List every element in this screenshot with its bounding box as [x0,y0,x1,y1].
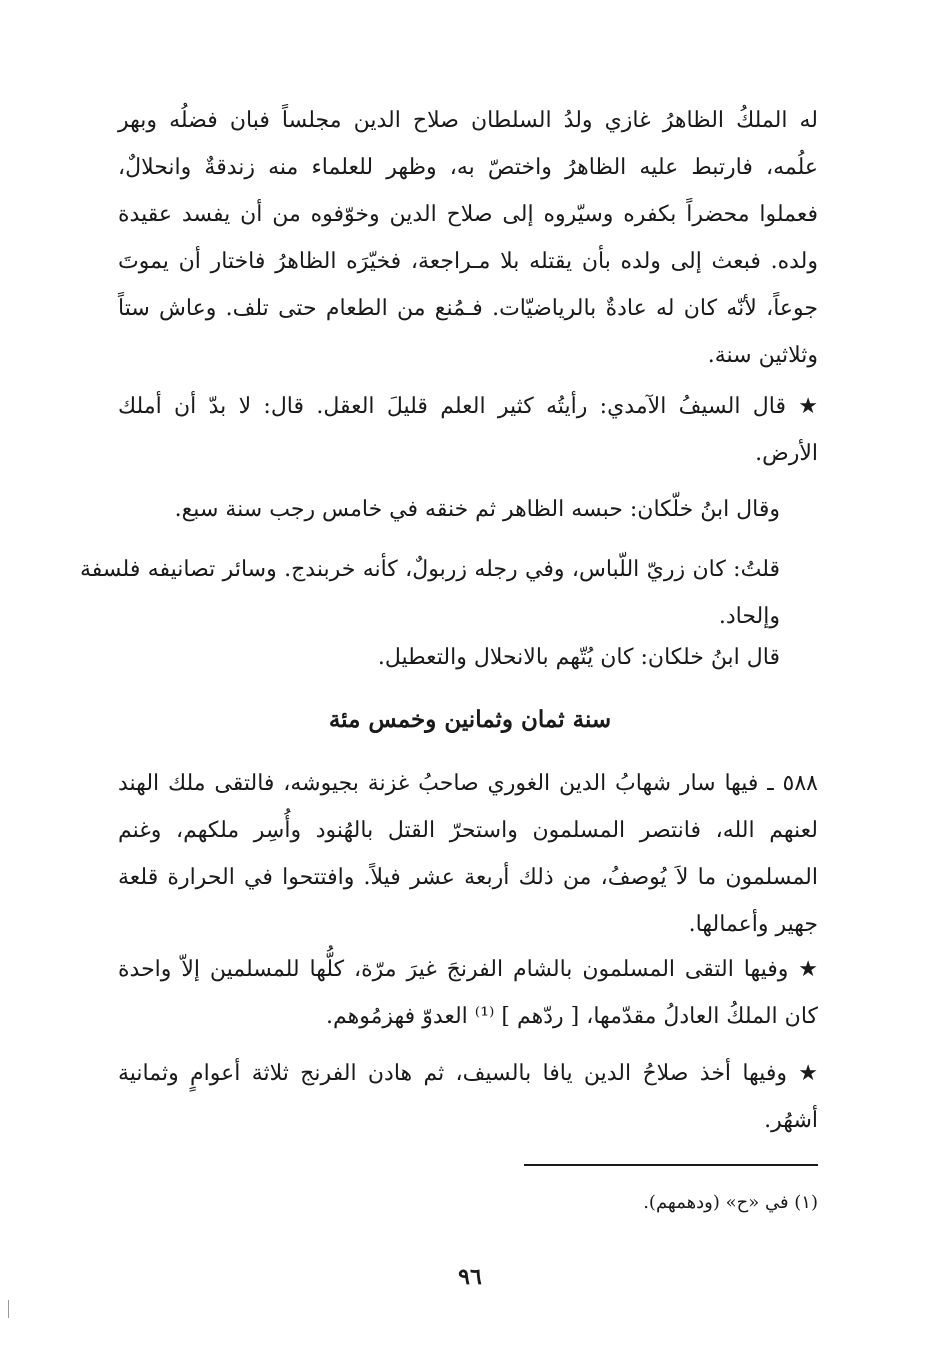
paragraph-amidi-quote: ★ قال السيفُ الآمدي: رأيتُه كثير العلم قليلَ العقل. قال: لا بدّ أن أملك الأرض. [118,394,818,466]
paragraph-ibn-khallikan-death: وقال ابنُ خلّكان: حبسه الظاهر ثم خنقه في خامس رجب سنة سبع. [174,497,780,522]
page-number: ٩٦ [458,1264,482,1290]
paragraph-franks-battles: ★ وفيها التقى المسلمون بالشام الفرنجَ غيرَ مرّة، كلُّها للمسلمين إلاّ واحدة كان الملكُ العادلُ مقدّمها، [ ردّهم ] ⁽¹⁾ العدوّ فهزمُوهم. [118,957,818,1029]
paragraph-jaffa: ★ وفيها أخذ صلاحُ الدين يافا بالسيف، ثم هادن الفرنج ثلاثة أعوامٍ وثمانية أشهُر. [118,1061,818,1133]
scan-edge-mark [8,1300,9,1318]
paragraph-entry-588: ٥٨٨ ـ فيها سار شهابُ الدين الغوري صاحبُ غزنة بجيوشه، فالتقى ملك الهند لعنهم الله، فانتصر المسلمون واستحرّ القتل بالهُنود وأُسِر ملكهم، وغنم المسلمون ما لاَ يُوصفُ، من ذلك أربعة عشر فيلاً. وافتتحوا في الحرارة قلعة جهير وأعمالها. [118,771,818,937]
paragraph-ibn-khallikan-accusation: قال ابنُ خلكان: كان يُتّهم بالانحلال والتعطيل. [377,645,780,670]
footnote-separator [524,1164,818,1166]
section-heading-year: سنة ثمان وثمانين وخمس مئة [328,706,612,733]
footnote: (١) في «ح» (ودهمهم). [643,1192,818,1213]
paragraph-author-remark: قلتُ: كان زريّ اللّباس، وفي رجله زربولٌ، كأنه خربندج. وسائر تصانيفه فلسفة وإلحاد. [80,557,780,629]
paragraph-biography: له الملكُ الظاهرُ غازي ولدُ السلطان صلاح الدين مجلساً فبان فضلُه وبهر علُمه، فارتبط عليه الظاهرُ واختصّ به، وظهر للعلماء منه زندقةٌ وانحلالٌ، فعملوا محضراً بكفره وسيّروه إلى صلاح الدين وخوّفوه من أن يفسد عقيدة ولده. فبعث إلى ولده بأن يقتله بلا مـراجعة، فخيّرَه الظاهرُ فاختار أن يموتَ جوعاً، لأنّه كان له عادةٌ بالرياضيّات. فـمُنع من الطعام حتى تلف. وعاش ستاً وثلاثين سنة. [118,108,818,368]
